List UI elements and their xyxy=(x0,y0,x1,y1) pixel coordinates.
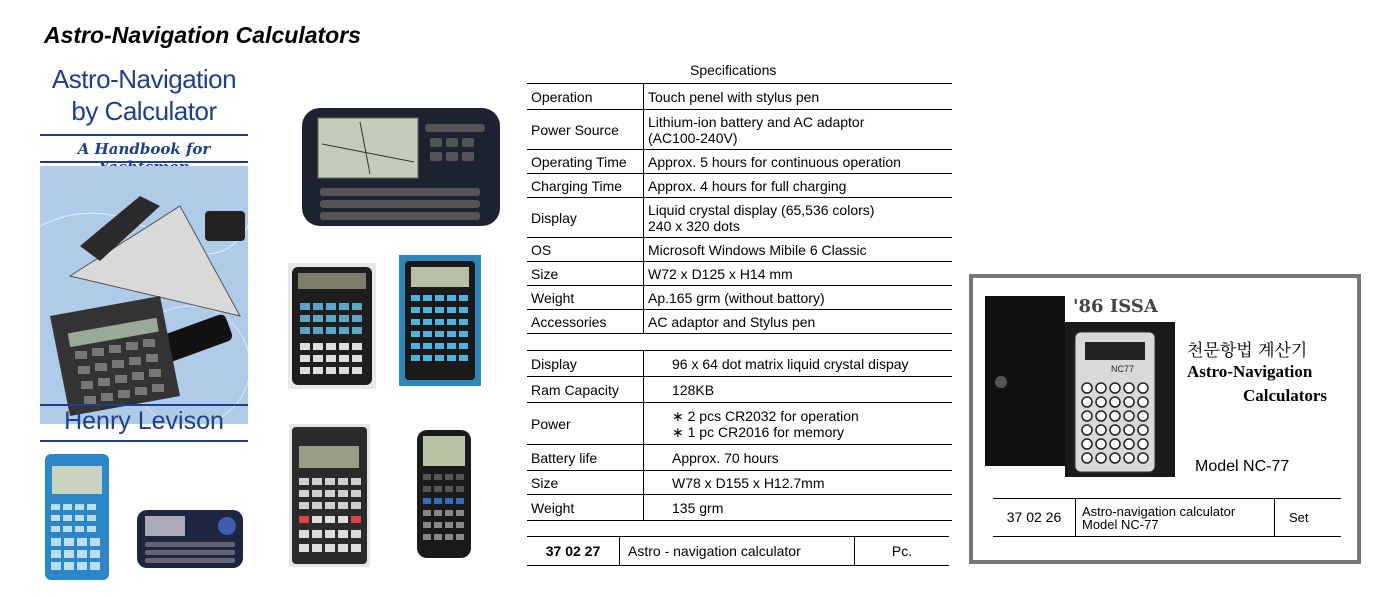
book-rule xyxy=(40,161,248,163)
book-author: Henry Levison xyxy=(64,407,224,435)
spec-key: Power Source xyxy=(527,110,644,150)
spec-key: Operation xyxy=(527,84,644,110)
spec-row xyxy=(527,445,952,471)
spec-value: Approx. 70 hours xyxy=(644,445,953,471)
spec-row xyxy=(527,495,952,521)
issa-label: '86 ISSA xyxy=(1073,296,1158,317)
book-title-line2: by Calculator xyxy=(71,96,217,126)
spec-key: Ram Capacity xyxy=(527,377,644,403)
spec-row xyxy=(527,351,952,377)
book-rule xyxy=(40,404,248,406)
spec-value: W72 x D125 x H14 mm xyxy=(644,262,953,286)
order-row xyxy=(993,499,1341,537)
spec-row xyxy=(527,377,952,403)
spec-value: 96 x 64 dot matrix liquid crystal dispay xyxy=(644,351,953,377)
book-rule xyxy=(40,440,248,442)
spec-value-text-2: 240 x 320 dots xyxy=(648,217,740,234)
spec-title: Specifications xyxy=(690,62,777,78)
order-description: Astro - navigation calculator xyxy=(620,537,855,566)
spec-key: Battery life xyxy=(527,445,644,471)
spec-value-text: Liquid crystal display (65,536 colors) xyxy=(648,201,875,218)
spec-key: Display xyxy=(527,198,644,238)
spec-row xyxy=(527,150,952,174)
spec-value xyxy=(644,110,953,150)
spec-row xyxy=(527,403,952,445)
book-title-line1: Astro-Navigation xyxy=(51,64,237,94)
calculator-photo-pda xyxy=(300,104,502,228)
spec-value: 135 grm xyxy=(644,495,953,521)
spec-key: Weight xyxy=(527,286,644,310)
spec-row xyxy=(527,286,952,310)
spec-value-text: ∗ 2 pcs CR2032 for operation xyxy=(672,407,859,424)
spec-value xyxy=(644,198,953,238)
spec-value-text-2: ∗ 1 pc CR2016 for memory xyxy=(672,423,845,440)
spec-value: W78 x D155 x H12.7mm xyxy=(644,471,953,495)
spec-key: Accessories xyxy=(527,310,644,334)
order-description xyxy=(1076,499,1275,537)
spec-key: Display xyxy=(527,351,644,377)
calculator-photo-black xyxy=(288,263,376,389)
calculator-photo-blue-frame xyxy=(399,255,481,386)
spec-key: Size xyxy=(527,262,644,286)
spec-key: OS xyxy=(527,238,644,262)
calculator-photo-sharp xyxy=(289,424,370,567)
spec-value: Approx. 4 hours for full charging xyxy=(644,174,953,198)
spec-value: Approx. 5 hours for continuous operation xyxy=(644,150,953,174)
spec-key: Power xyxy=(527,403,644,445)
korean-title: 천문항법 계산기 xyxy=(1187,341,1308,361)
spec-key: Size xyxy=(527,471,644,495)
page-title: Astro-Navigation Calculators xyxy=(44,22,361,48)
calculator-model-label: NC77 xyxy=(1111,364,1135,374)
sextant-illustration xyxy=(40,166,248,424)
spec-row xyxy=(527,198,952,238)
spec-row xyxy=(527,471,952,495)
spec-value: Ap.165 grm (without battory) xyxy=(644,286,953,310)
spec-row xyxy=(527,110,952,150)
order-unit: Pc. xyxy=(855,537,950,566)
model-label: Model NC-77 xyxy=(1195,458,1290,475)
order-description-line1: Astro-navigation calculator xyxy=(1082,503,1236,519)
order-row-37-02-27 xyxy=(527,536,949,566)
spec-value xyxy=(644,403,953,445)
calculator-photo-graphing xyxy=(399,424,488,562)
spec-row xyxy=(527,238,952,262)
calculator-photo-keyboard xyxy=(135,508,245,570)
product-title-line2: Calculators xyxy=(1243,386,1328,405)
spec-value-text: Lithium-ion battery and AC adaptor xyxy=(648,113,865,130)
spec-value: AC adaptor and Stylus pen xyxy=(644,310,953,334)
spec-row xyxy=(527,262,952,286)
spec-key: Charging Time xyxy=(527,174,644,198)
order-row xyxy=(527,537,949,566)
book-subtitle: A Handbook for xyxy=(77,140,211,158)
spec-row xyxy=(527,84,952,110)
spec-key: Operating Time xyxy=(527,150,644,174)
order-row-37-02-26 xyxy=(993,498,1341,537)
spec-table-calculator xyxy=(527,350,952,521)
order-unit: Set xyxy=(1289,510,1309,525)
calculator-case-photo xyxy=(981,292,1181,482)
product-box-nc77 xyxy=(969,274,1361,564)
product-title-line1: Astro-Navigation xyxy=(1187,362,1313,381)
order-code: 37 02 27 xyxy=(527,537,620,566)
order-code: 37 02 26 xyxy=(993,499,1076,537)
book-cover-image xyxy=(38,64,250,446)
spec-value-text: Touch penel with stylus pen xyxy=(648,88,820,105)
book-rule xyxy=(40,134,248,136)
spec-value: Microsoft Windows Mibile 6 Classic xyxy=(644,238,953,262)
spec-value xyxy=(644,84,953,110)
spec-value: 128KB xyxy=(644,377,953,403)
spec-row xyxy=(527,174,952,198)
spec-row xyxy=(527,310,952,334)
order-description-line2: Model NC-77 xyxy=(1082,516,1159,532)
spec-table-pda xyxy=(527,83,952,334)
calculator-photo-casio xyxy=(42,452,112,582)
spec-key: Weight xyxy=(527,495,644,521)
spec-value-text-2: (AC100-240V) xyxy=(648,129,738,146)
